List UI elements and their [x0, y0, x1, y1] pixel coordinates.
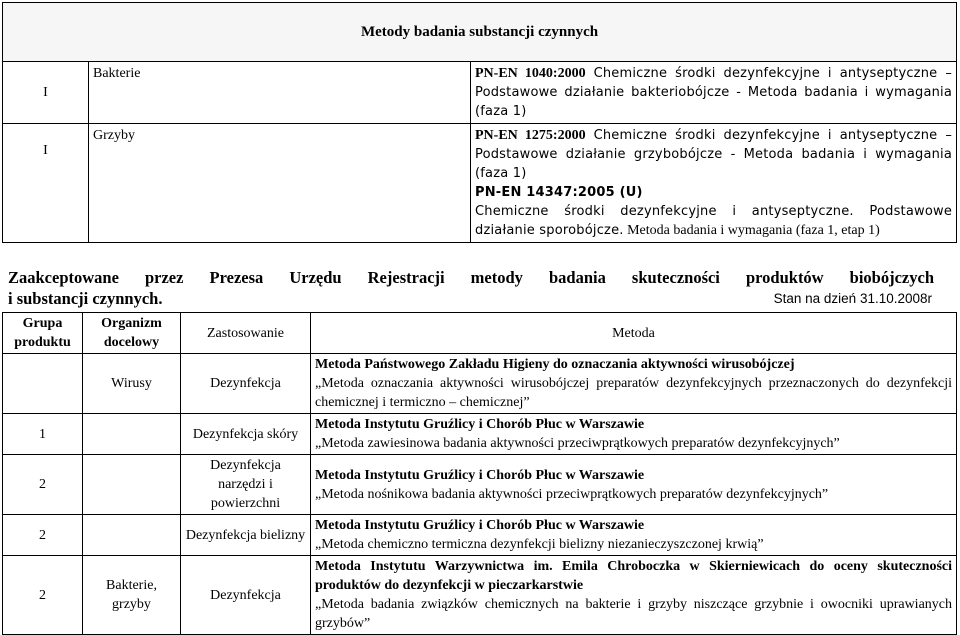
- header-method: Metoda: [311, 313, 957, 354]
- group-cell: Bakterie: [89, 62, 471, 124]
- accepted-methods-heading: [8, 267, 934, 309]
- method-title: Metoda Instytutu Warzywnictwa im. Emila Chroboczka w Skierniewicach do oceny skuteczności produktów do dezynfekcji w pieczarkarstwie: [315, 559, 952, 593]
- method-cell: [311, 414, 957, 455]
- table-row: [3, 62, 957, 124]
- method-title: Metoda Państwowego Zakładu Higieny do oznaczania aktywności wirusobójczej: [315, 357, 795, 372]
- header-use: Zastosowanie: [181, 313, 311, 354]
- use-cell: Dezynfekcja narzędzi i powierzchni: [181, 455, 311, 515]
- header-group: Grupa produktu: [3, 313, 83, 354]
- standard-cell: [471, 124, 957, 243]
- standard-code: PN-EN 1040:2000: [475, 66, 586, 81]
- organism-cell: [83, 515, 181, 556]
- group-cell: 2: [3, 556, 83, 635]
- method-description: „Metoda oznaczania aktywności wirusobójczej preparatów dezynfekcyjnych przeznaczonych do dezynfekcji chemicznej i termiczno – chemicznej”: [315, 376, 952, 410]
- standard-text-2-tail: Metoda badania i wymagania (faza 1, etap 1): [623, 223, 880, 238]
- group-cell: [3, 354, 83, 414]
- method-title: Metoda Instytutu Gruźlicy i Chorób Płuc w Warszawie: [315, 518, 645, 533]
- use-cell: Dezynfekcja: [181, 556, 311, 635]
- group-cell: 2: [3, 515, 83, 556]
- standard-text-2: Chemiczne środki dezynfekcyjne i antyseptyczne. Podstawowe działanie sporobójcze.: [475, 204, 953, 238]
- standard-code-2: PN-EN 14347:2005 (U): [475, 185, 643, 200]
- standard-text: Chemiczne środki dezynfekcyjne i antyseptyczne – Podstawowe działanie grzybobójcze - Metoda badania i wymagania (faza 1): [475, 128, 953, 181]
- substances-methods-table: [2, 2, 957, 243]
- substances-table-title: Metody badania substancji czynnych: [3, 3, 957, 62]
- header-organism: Organizm docelowy: [83, 313, 181, 354]
- use-cell: Dezynfekcja bielizny: [181, 515, 311, 556]
- method-description: „Metoda zawiesinowa badania aktywności przeciwprątkowych preparatów dezynfekcyjnych”: [315, 436, 840, 451]
- table-row: [3, 515, 957, 556]
- row-number: I: [3, 62, 89, 124]
- method-cell: [311, 556, 957, 635]
- method-title: Metoda Instytutu Gruźlicy i Chorób Płuc w Warszawie: [315, 417, 645, 432]
- accepted-methods-table: [2, 312, 957, 635]
- heading-line-2: i substancji czynnych.: [8, 289, 163, 308]
- table-row: [3, 124, 957, 243]
- method-cell: [311, 515, 957, 556]
- heading-line-1: Zaakceptowane przez Prezesa Urzędu Rejestracji metody badania skuteczności produktów biobójczych: [8, 268, 934, 287]
- group-cell: 1: [3, 414, 83, 455]
- method-description: „Metoda chemiczno termiczna dezynfekcji bielizny niezanieczyszczonej krwią”: [315, 537, 764, 552]
- organism-cell: Wirusy: [83, 354, 181, 414]
- group-cell: 2: [3, 455, 83, 515]
- standard-text: Chemiczne środki dezynfekcyjne i antyseptyczne – Podstawowe działanie bakteriobójcze - Metoda badania i wymagania (faza 1): [475, 66, 953, 119]
- table-row: [3, 455, 957, 515]
- use-cell: Dezynfekcja: [181, 354, 311, 414]
- table-row: [3, 556, 957, 635]
- method-title: Metoda Instytutu Gruźlicy i Chorób Płuc w Warszawie: [315, 467, 645, 483]
- method-cell: [311, 354, 957, 414]
- table-row: [3, 414, 957, 455]
- status-date: Stan na dzień 31.10.2008r: [773, 291, 932, 306]
- method-cell: [311, 455, 957, 515]
- organism-cell: Bakterie, grzyby: [83, 556, 181, 635]
- method-description: „Metoda badania związków chemicznych na bakterie i grzyby niszczące grzybnie i owocniki uprawianych grzybów”: [315, 597, 952, 631]
- table-header-row: [3, 313, 957, 354]
- method-description: „Metoda nośnikowa badania aktywności przeciwprątkowych preparatów dezynfekcyjnych”: [315, 486, 829, 502]
- standard-code: PN-EN 1275:2000: [475, 128, 586, 143]
- standard-cell: [471, 62, 957, 124]
- row-number: I: [3, 124, 89, 243]
- table-row: [3, 354, 957, 414]
- group-cell: Grzyby: [89, 124, 471, 243]
- use-cell: Dezynfekcja skóry: [181, 414, 311, 455]
- organism-cell: [83, 414, 181, 455]
- organism-cell: [83, 455, 181, 515]
